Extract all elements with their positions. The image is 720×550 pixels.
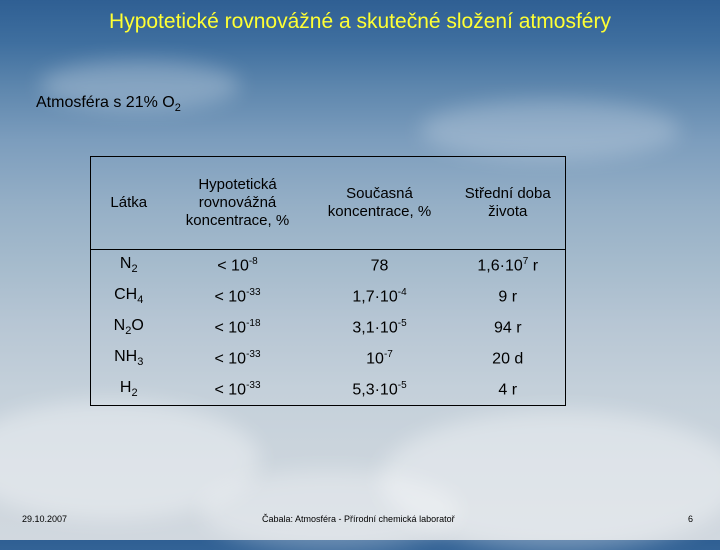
value-text: < 10 [217, 257, 249, 275]
current-cell [309, 312, 451, 343]
table-row [91, 374, 566, 406]
formula-base: N [119, 255, 132, 273]
substance-cell [91, 281, 167, 312]
header-line: koncentrace, % [327, 203, 432, 220]
formula-subscript: 3 [137, 356, 144, 369]
value-exponent: -33 [246, 379, 261, 391]
header-line: rovnovážná [198, 194, 277, 211]
value-exponent: -18 [246, 317, 261, 329]
value-text: 3,1·10 [352, 319, 398, 337]
formula-tail: O [131, 317, 144, 335]
header-line: života [488, 203, 528, 220]
lifetime-cell [451, 250, 566, 282]
header-line: Hypotetická [198, 176, 277, 193]
header-line: koncentrace, % [185, 212, 290, 229]
value-exponent: -33 [246, 286, 261, 298]
formula-subscript: 2 [125, 325, 132, 338]
slide-subtitle [36, 94, 181, 114]
hypothetical-cell [167, 374, 309, 406]
value-exponent: -4 [397, 286, 407, 298]
header-line: Střední doba [464, 185, 551, 202]
value-text: 10 [366, 350, 384, 368]
page-number: 6 [688, 514, 694, 524]
value-text: 9 r [498, 288, 518, 306]
substance-cell [91, 374, 167, 406]
value-exponent: -33 [246, 348, 261, 360]
value-text: 94 r [493, 319, 522, 337]
substance-cell [91, 312, 167, 343]
formula-subscript: 2 [131, 263, 138, 276]
background-cloud [420, 100, 680, 160]
lifetime-cell [451, 312, 566, 343]
header-cell [91, 157, 167, 250]
subtitle-text: Atmosféra s 21% O [36, 94, 175, 111]
value-exponent: 7 [522, 255, 529, 267]
value-text: 5,3·10 [352, 381, 398, 399]
formula-base: N [113, 317, 126, 335]
value-text: < 10 [214, 350, 247, 368]
substance-cell [91, 250, 167, 282]
current-cell [309, 343, 451, 374]
current-cell [309, 374, 451, 406]
table-header-row [91, 157, 566, 250]
value-text: 20 d [492, 350, 524, 368]
current-cell [309, 281, 451, 312]
formula-base: H [119, 379, 132, 397]
header-cell [167, 157, 309, 250]
value-text: 78 [370, 257, 389, 275]
header-line: Současná [346, 185, 413, 202]
lifetime-cell [451, 343, 566, 374]
subtitle-subscript: 2 [174, 102, 181, 115]
value-text: < 10 [214, 381, 247, 399]
header-cell [309, 157, 451, 250]
hypothetical-cell [167, 281, 309, 312]
footer-source: Čabala: Atmosféra - Přírodní chemická laboratoř [262, 514, 455, 524]
formula-base: CH [114, 286, 138, 304]
slide-title: Hypotetické rovnovážné a skutečné složení atmosféry [109, 10, 611, 33]
current-cell [309, 250, 451, 282]
value-text: < 10 [214, 288, 247, 306]
hypothetical-cell [167, 312, 309, 343]
value-text: < 10 [214, 319, 247, 337]
value-text: 4 r [498, 381, 518, 399]
value-exponent: -7 [383, 348, 393, 360]
lifetime-cell [451, 374, 566, 406]
table-row [91, 312, 566, 343]
formula-subscript: 2 [131, 387, 138, 400]
footer-date: 29.10.2007 [22, 514, 68, 524]
hypothetical-cell [167, 250, 309, 282]
formula-base: NH [114, 348, 138, 366]
value-exponent: -8 [248, 255, 258, 267]
table-row [91, 250, 566, 282]
value-exponent: -5 [397, 317, 407, 329]
value-suffix: r [528, 257, 539, 275]
table-row [91, 343, 566, 374]
value-text: 1,6·10 [477, 257, 523, 275]
lifetime-cell [451, 281, 566, 312]
formula-subscript: 4 [137, 294, 144, 307]
background-cloud [200, 470, 460, 550]
header-line: Látka [110, 194, 148, 211]
value-exponent: -5 [397, 379, 407, 391]
composition-table [90, 156, 566, 406]
value-text: 1,7·10 [352, 288, 398, 306]
header-cell [451, 157, 566, 250]
substance-cell [91, 343, 167, 374]
hypothetical-cell [167, 343, 309, 374]
table-row [91, 281, 566, 312]
